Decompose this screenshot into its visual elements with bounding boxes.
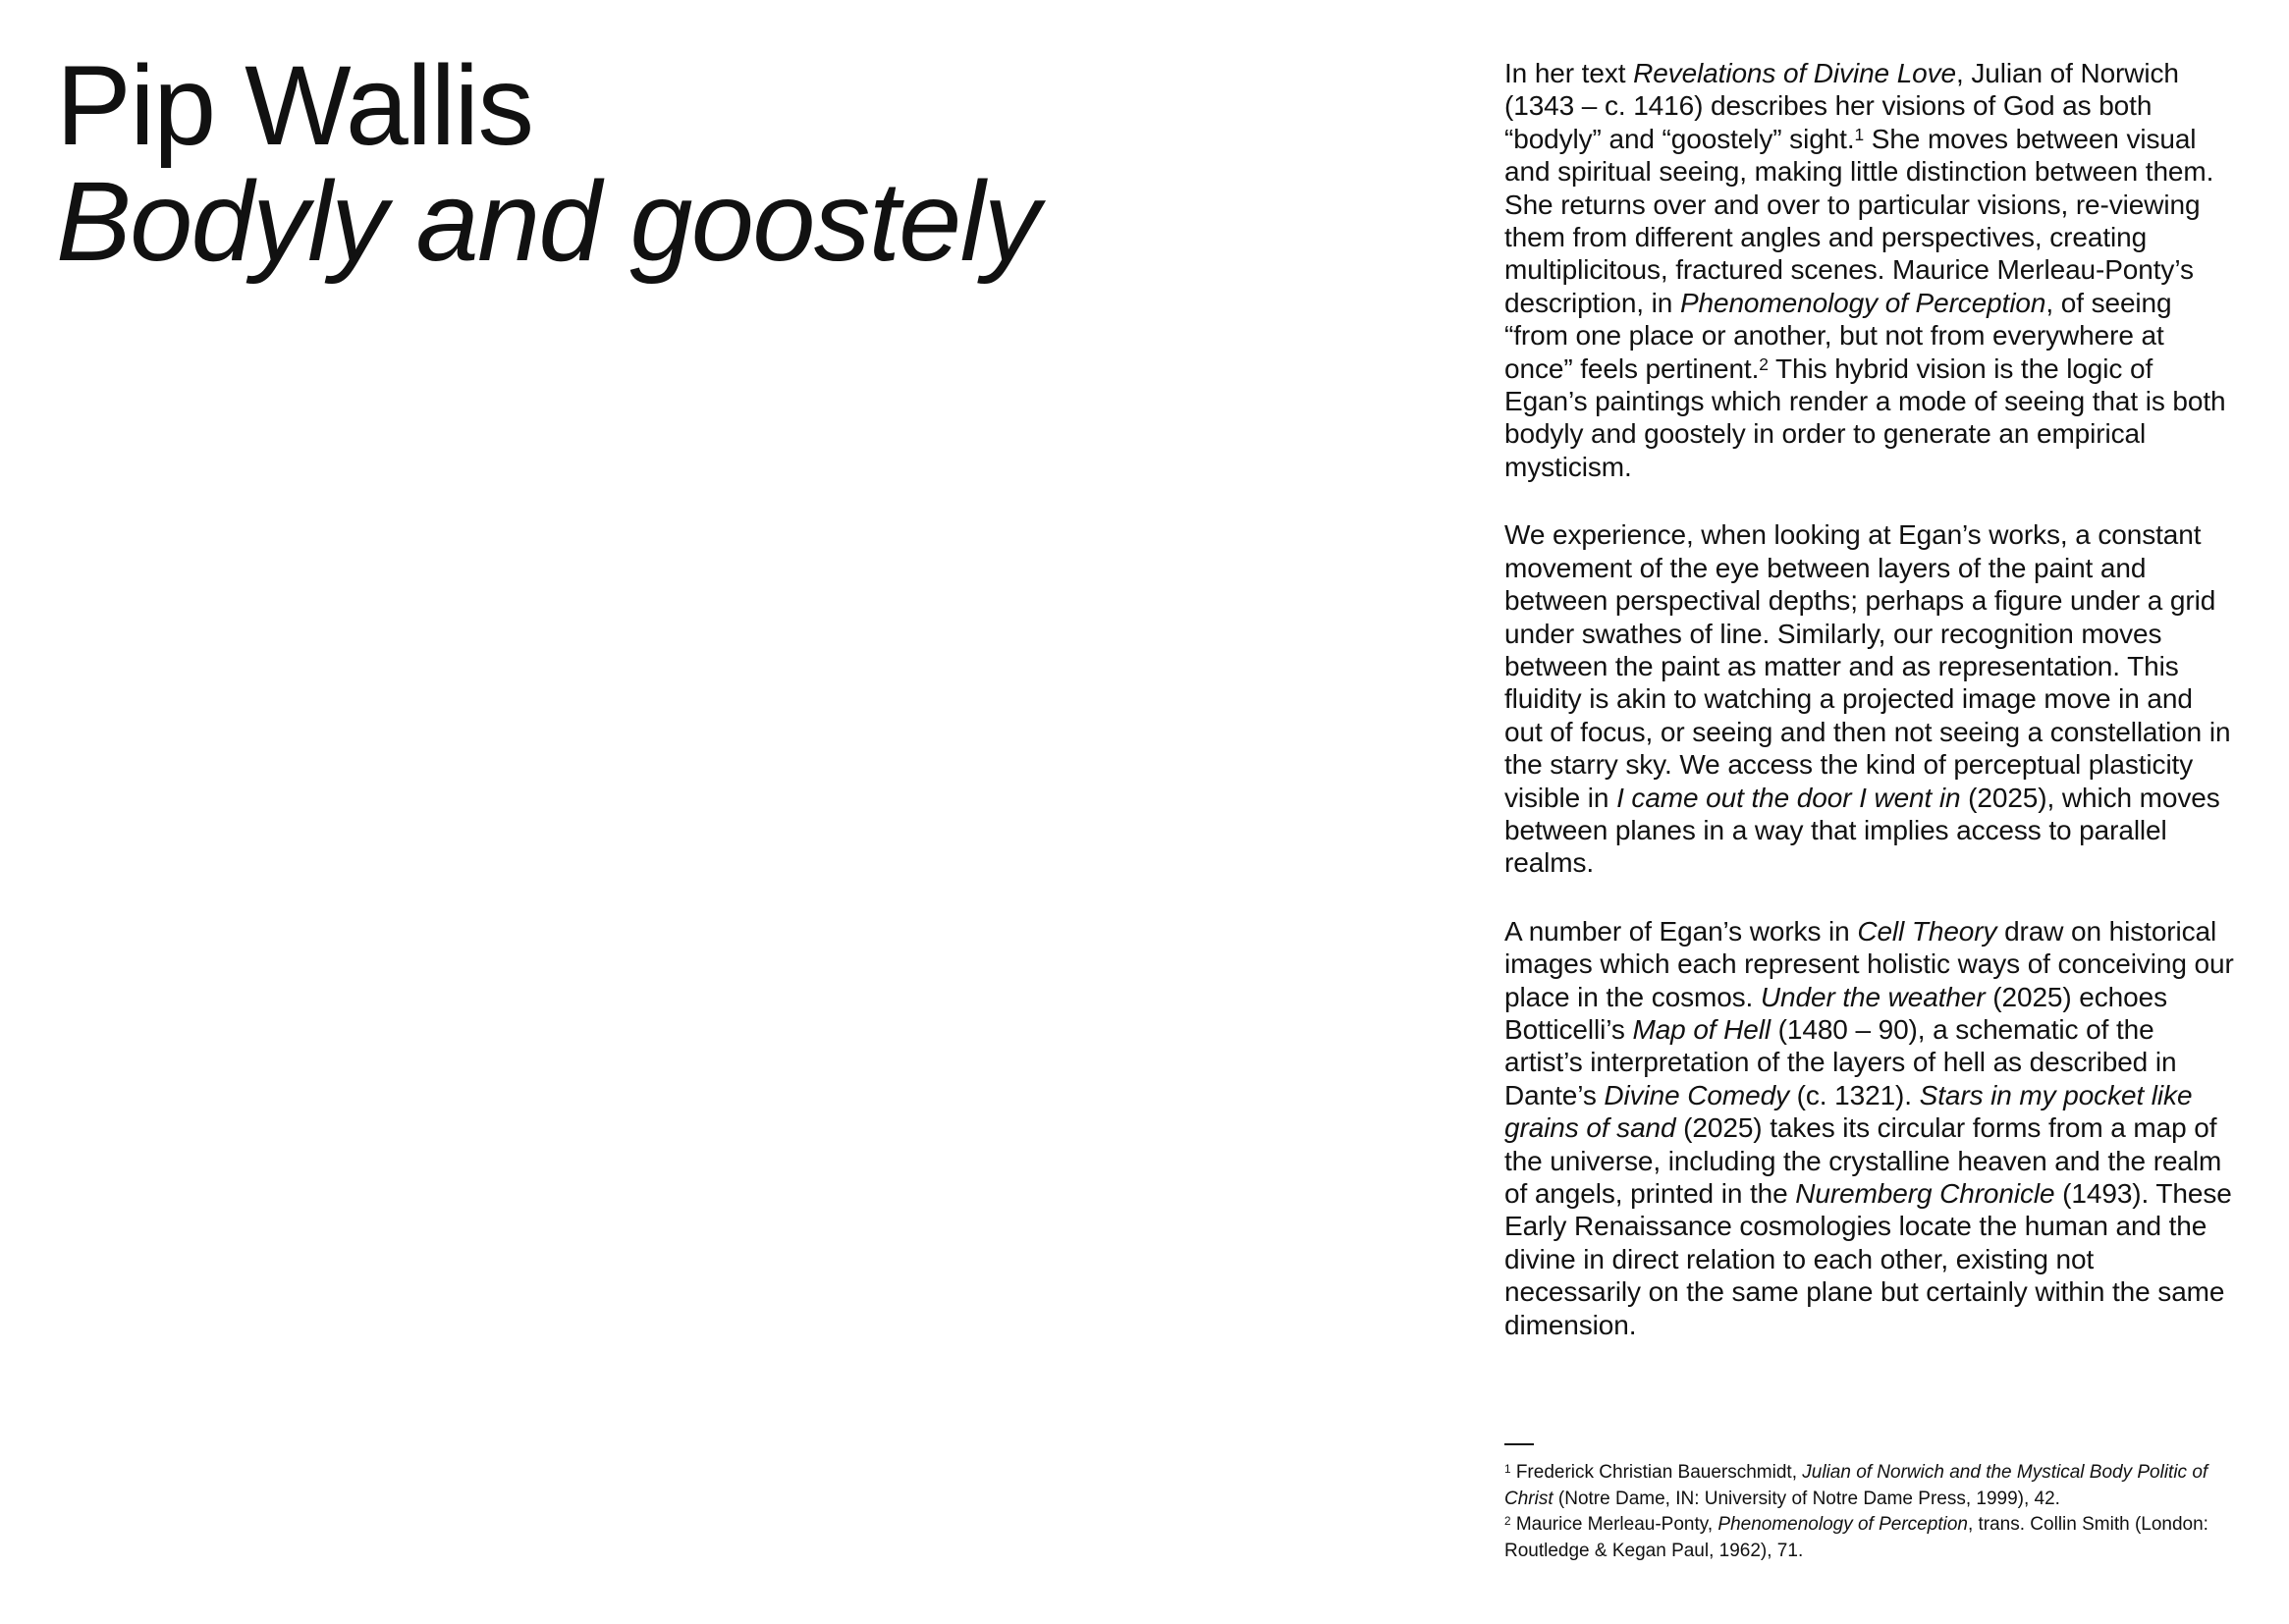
essay-paragraph: In her text Revelations of Divine Love, Julian of Norwich (1343 – c. 1416) describes her visions of God as both “bodyly” and “goostely” sight.$^1$ She moves between visual and spiritual seeing, making little distinction between them. She returns over and over to particular visions, re-viewing them from different angles and perspectives, creating multiplicitous, fractured scenes. Maurice Merleau-Ponty’s description, in Phenomenology of Perception, of seeing “from one place or another, but not from everywhere at once” feels pertinent.$^2$ This hybrid vision is the logic of Egan’s paintings which render a mode of seeing that is both bodyly and goostely in order to generate an empirical mysticism. [1504, 58, 2226, 482]
footnote-divider [1504, 1443, 1534, 1445]
essay-paragraph: A number of Egan’s works in Cell Theory draw on historical images which each represent holistic ways of conceiving our place in the cosmos. Under the weather (2025) echoes Botticelli’s Map of Hell (1480 – 90), a schematic of the artist’s interpretation of the layers of hell as described in Dante’s Divine Comedy (c. 1321). Stars in my pocket like grains of sand (2025) takes its circular forms from a map of the universe, including the crystalline heaven and the realm of angels, printed in the Nuremberg Chronicle (1493). These Early Renaissance cosmologies locate the human and the divine in direct relation to each other, existing not necessarily on the same plane but certainly within the same dimension. [1504, 915, 2234, 1340]
essay-body [1504, 57, 2236, 1341]
footnotes-block [1504, 1443, 2211, 1564]
footnote: $^2$ Maurice Merleau-Ponty, Phenomenology of Perception, trans. Collin Smith (London: Routledge & Kegan Paul, 1962), 71. [1504, 1514, 2208, 1561]
title-block [56, 43, 1039, 285]
author-name: Pip Wallis [56, 43, 533, 169]
essay-paragraph: We experience, when looking at Egan’s works, a constant movement of the eye between layers of the paint and between perspectival depths; perhaps a figure under a grid under swathes of line. Similarly, our recognition moves between the paint as matter and as representation. This fluidity is akin to watching a projected image move in and out of focus, or seeing and then not seeing a constellation in the starry sky. We access the kind of perceptual plasticity visible in I came out the door I went in (2025), which moves between planes in a way that implies access to parallel realms. [1504, 519, 2231, 879]
footnote: $^1$ Frederick Christian Bauerschmidt, Julian of Norwich and the Mystical Body Politic of Christ (Notre Dame, IN: University of Notre Dame Press, 1999), 42. [1504, 1462, 2208, 1509]
essay-title: Bodyly and goostely [56, 159, 1039, 285]
